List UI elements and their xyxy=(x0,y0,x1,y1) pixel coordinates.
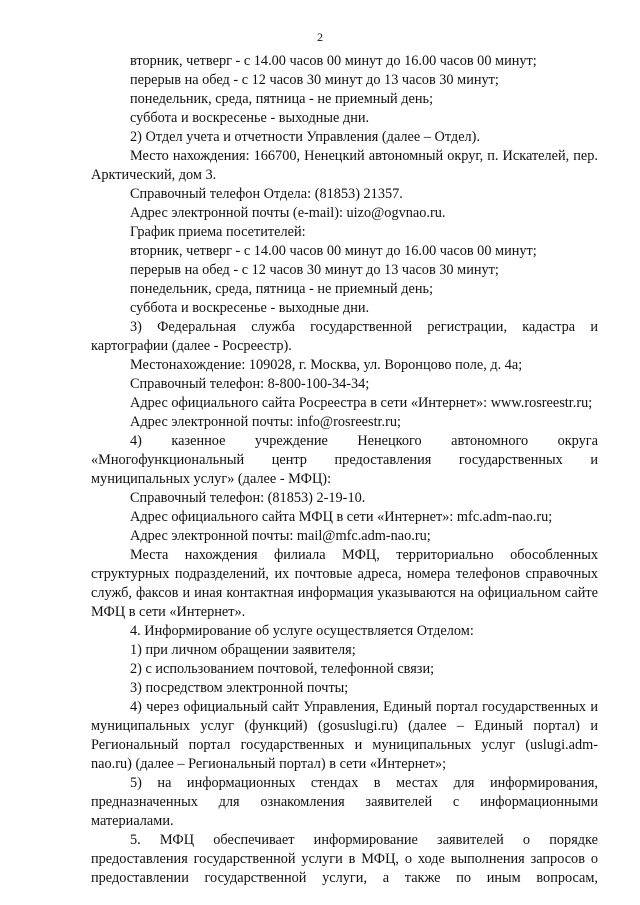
paragraph: суббота и воскресенье - выходные дни. xyxy=(130,110,370,126)
paragraph: 5. МФЦ обеспечивает информирование заявителей о порядке предоставления государственной услуги в МФЦ, о ходе выполнения запросов о предоставлении государственной услуги, а также по иным вопросам, xyxy=(91,832,598,886)
paragraph: суббота и воскресенье - выходные дни. xyxy=(130,300,370,316)
paragraph: перерыв на обед - с 12 часов 30 минут до 13 часов 30 минут; xyxy=(130,262,499,278)
paragraph: 1) при личном обращении заявителя; xyxy=(130,642,356,658)
paragraph: Адрес электронной почты: mail@mfc.adm-nao.ru; xyxy=(130,528,431,544)
paragraph: Местонахождение: 109028, г. Москва, ул. Воронцово поле, д. 4а; xyxy=(130,357,523,373)
paragraph: вторник, четверг - с 14.00 часов 00 минут до 16.00 часов 00 минут; xyxy=(130,53,537,69)
paragraph: 4) казенное учреждение Ненецкого автономного округа «Многофункциональный центр предоставления государственных и муниципальных услуг» (далее - МФЦ): xyxy=(91,433,598,487)
paragraph: понедельник, среда, пятница - не приемный день; xyxy=(130,91,434,107)
paragraph: Адрес электронной почты: info@rosreestr.ru; xyxy=(130,414,401,430)
paragraph: 4) через официальный сайт Управления, Единый портал государственных и муниципальных услуг (функций) (gosuslugi.ru) (далее – Единый портал) и Региональный портал государственных и муниципальных услуг (uslugi.adm-nao.ru) (далее – Региональный портал) в сети «Интернет»; xyxy=(91,699,598,772)
paragraph: перерыв на обед - с 12 часов 30 минут до 13 часов 30 минут; xyxy=(130,72,499,88)
paragraph: 3) Федеральная служба государственной регистрации, кадастра и картографии (далее - Росреестр). xyxy=(91,319,598,354)
paragraph: Справочный телефон Отдела: (81853) 21357. xyxy=(130,186,403,202)
paragraph: Адрес электронной почты (e-mail): uizo@ogvnao.ru. xyxy=(130,205,446,221)
paragraph: 2) с использованием почтовой, телефонной связи; xyxy=(130,661,435,677)
page-number: 2 xyxy=(317,30,323,44)
paragraph: 3) посредством электронной почты; xyxy=(130,680,349,696)
paragraph: вторник, четверг - с 14.00 часов 00 минут до 16.00 часов 00 минут; xyxy=(130,243,537,259)
paragraph: Адрес официального сайта МФЦ в сети «Интернет»: mfc.adm-nao.ru; xyxy=(130,509,553,525)
paragraph: Место нахождения: 166700, Ненецкий автономный округ, п. Искателей, пер. Арктический, дом 3. xyxy=(91,148,598,183)
paragraph: понедельник, среда, пятница - не приемный день; xyxy=(130,281,434,297)
paragraph: График приема посетителей: xyxy=(130,224,306,240)
paragraph: 2) Отдел учета и отчетности Управления (далее – Отдел). xyxy=(130,129,481,145)
paragraph: Справочный телефон: 8-800-100-34-34; xyxy=(130,376,370,392)
document-body xyxy=(91,52,598,888)
paragraph: Адрес официального сайта Росреестра в сети «Интернет»: www.rosreestr.ru; xyxy=(130,395,593,411)
paragraph: 5) на информационных стендах в местах для информирования, предназначенных для ознакомления заявителей с информационными материалами. xyxy=(91,775,598,829)
paragraph: Места нахождения филиала МФЦ, территориально обособленных структурных подразделений, их почтовые адреса, номера телефонов справочных служб, факсов и иная контактная информация указываются на официальном сайте МФЦ в сети «Интернет». xyxy=(91,547,598,620)
paragraph: 4. Информирование об услуге осуществляется Отделом: xyxy=(130,623,474,639)
paragraph: Справочный телефон: (81853) 2-19-10. xyxy=(130,490,366,506)
